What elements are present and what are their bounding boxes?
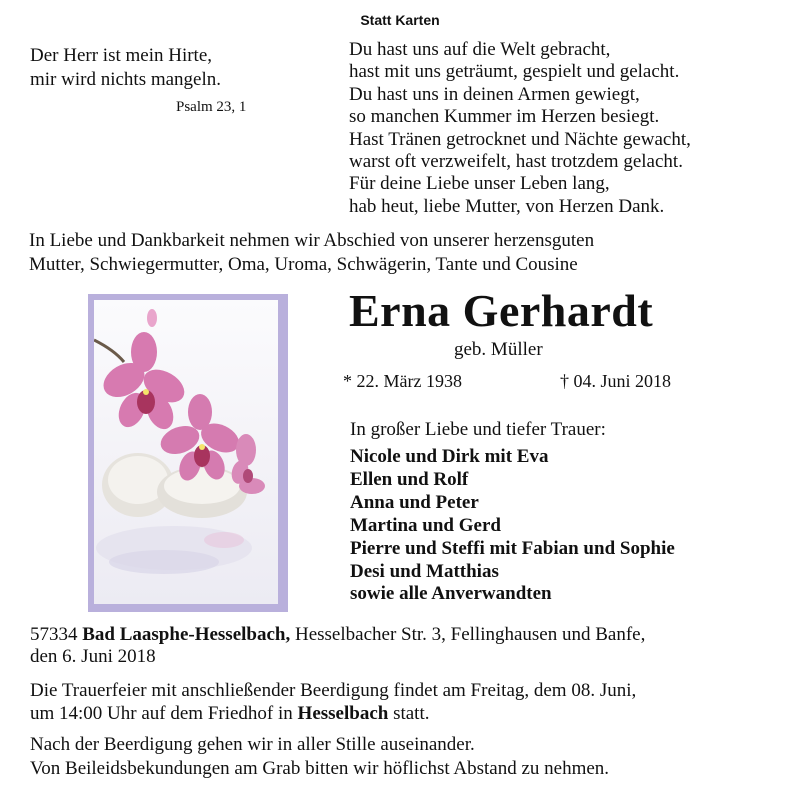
mourner-entry: sowie alle Anverwandten [350, 583, 552, 605]
mourner-entry: Ellen und Rolf [350, 468, 469, 490]
service-line: Die Trauerfeier mit anschließender Beerdigung findet am Freitag, dem 08. Juni, [30, 680, 637, 701]
service-end-text: statt. [393, 702, 430, 724]
closing-notice [30, 733, 609, 781]
poem-line: hab heut, liebe Mutter, von Herzen Dank. [349, 195, 665, 217]
funeral-service-notice [30, 680, 636, 725]
service-time-text: um 14:00 Uhr auf dem Friedhof in [30, 702, 293, 724]
mourner-entry: Anna und Peter [350, 491, 479, 513]
town-name: Bad Laasphe-Hesselbach, [82, 624, 291, 645]
intro-text [29, 229, 594, 277]
mourner-entry: Pierre und Steffi mit Fabian und Sophie [350, 537, 675, 559]
birth-date: * 22. März 1938 [343, 371, 462, 391]
intro-line: Mutter, Schwiegermutter, Oma, Uroma, Schwägerin, Tante und Cousine [29, 254, 578, 275]
orchid-photo [88, 294, 288, 612]
poem-line: Hast Tränen getrocknet und Nächte gewacht, [349, 128, 691, 150]
psalm-line: mir wird nichts mangeln. [30, 69, 222, 90]
closing-line: Von Beileidsbekundungen am Grab bitten wir höflichst Abstand zu nehmen. [30, 758, 610, 779]
death-date: † 04. Juni 2018 [560, 371, 672, 391]
orchid-illustration [94, 300, 278, 604]
street-and-places: Hesselbacher Str. 3, Fellinghausen und Banfe, [294, 624, 646, 645]
maiden-name: geb. Müller [454, 339, 543, 360]
address-line [30, 624, 645, 646]
poem-line: so manchen Kummer im Herzen besiegt. [349, 106, 660, 128]
deceased-name: Erna Gerhardt [349, 285, 654, 336]
postal-code: 57334 [30, 624, 78, 645]
poem-line: Du hast uns in deinen Armen gewiegt, [349, 83, 640, 105]
poem-line: Für deine Liebe unser Leben lang, [349, 173, 610, 195]
address-date: den 6. Juni 2018 [30, 646, 156, 667]
address-block [30, 624, 645, 668]
mourners-list [350, 446, 675, 606]
service-place: Hesselbach [297, 702, 389, 724]
psalm-quote [30, 44, 221, 92]
mourner-entry: Desi und Matthias [350, 560, 499, 582]
header-statt-karten: Statt Karten [360, 12, 440, 28]
service-line [30, 703, 636, 726]
poem-line: Du hast uns auf die Welt gebracht, [349, 39, 611, 60]
mourning-intro: In großer Liebe und tiefer Trauer: [350, 419, 606, 440]
poem-line: warst oft verzweifelt, hast trotzdem gelacht. [349, 151, 683, 173]
poem [349, 39, 691, 218]
mourner-entry: Nicole und Dirk mit Eva [350, 446, 549, 467]
closing-line: Nach der Beerdigung gehen wir in aller Stille auseinander. [30, 734, 475, 755]
mourner-entry: Martina und Gerd [350, 514, 501, 536]
poem-line: hast mit uns geträumt, gespielt und gelacht. [349, 61, 680, 83]
psalm-reference: Psalm 23, 1 [176, 99, 247, 115]
psalm-line: Der Herr ist mein Hirte, [30, 45, 213, 66]
intro-line: In Liebe und Dankbarkeit nehmen wir Abschied von unserer herzensguten [29, 230, 595, 251]
